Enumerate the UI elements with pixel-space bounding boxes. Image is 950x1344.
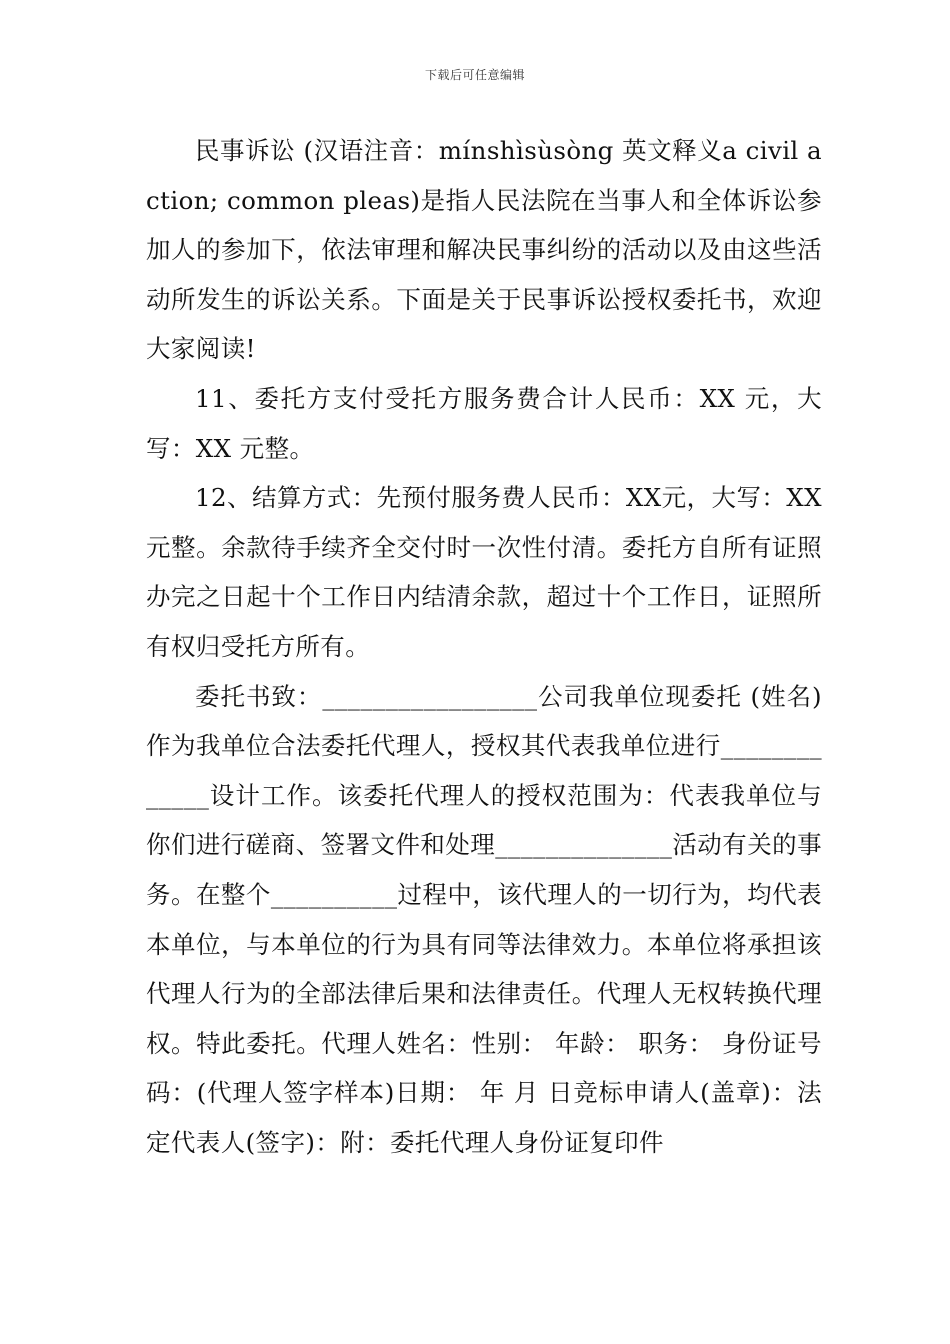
paragraph-intro: 民事诉讼 (汉语注音：mínshìsùsòng 英文释义a civil action; common pleas)是指人民法院在当事人和全体诉讼参加人的参加下，依法审理和解决民事纠纷的活动以及由这些活动所发生的诉讼关系。下面是关于民事诉讼授权委托书，欢迎大家阅读! [146,136,822,364]
paragraph-item-12: 12、结算方式：先预付服务费人民币：XX元，大写：XX元整。余款待手续齐全交付时一次性付清。委托方自所有证照办完之日起十个工作日内结清余款，超过十个工作日，证照所有权归受托方所有。 [146,483,822,661]
page-header-note: 下载后可任意编辑 [424,68,525,82]
paragraph-authorization-letter: 委托书致：_________________公司我单位现委托 (姓名)作为我单位合法委托代理人，授权其代表我单位进行_____________设计工作。该委托代理人的授权范围为：代表我单位与你们进行磋商、签署文件和处理______________活动有关的事务。在整个__________过程中，该代理人的一切行为，均代表本单位，与本单位的行为具有同等法律效力。本单位将承担该代理人行为的全部法律后果和法律责任。代理人无权转换代理权。特此委托。代理人姓名：性别： 年龄： 职务： 身份证号码：(代理人签字样本)日期： 年 月 日竞标申请人(盖章)：法定代表人(签字)：附：委托代理人身份证复印件 [146,681,822,1157]
document-body [146,126,822,1167]
paragraph-item-11: 11、委托方支付受托方服务费合计人民币：XX 元，大写：XX 元整。 [146,383,822,463]
